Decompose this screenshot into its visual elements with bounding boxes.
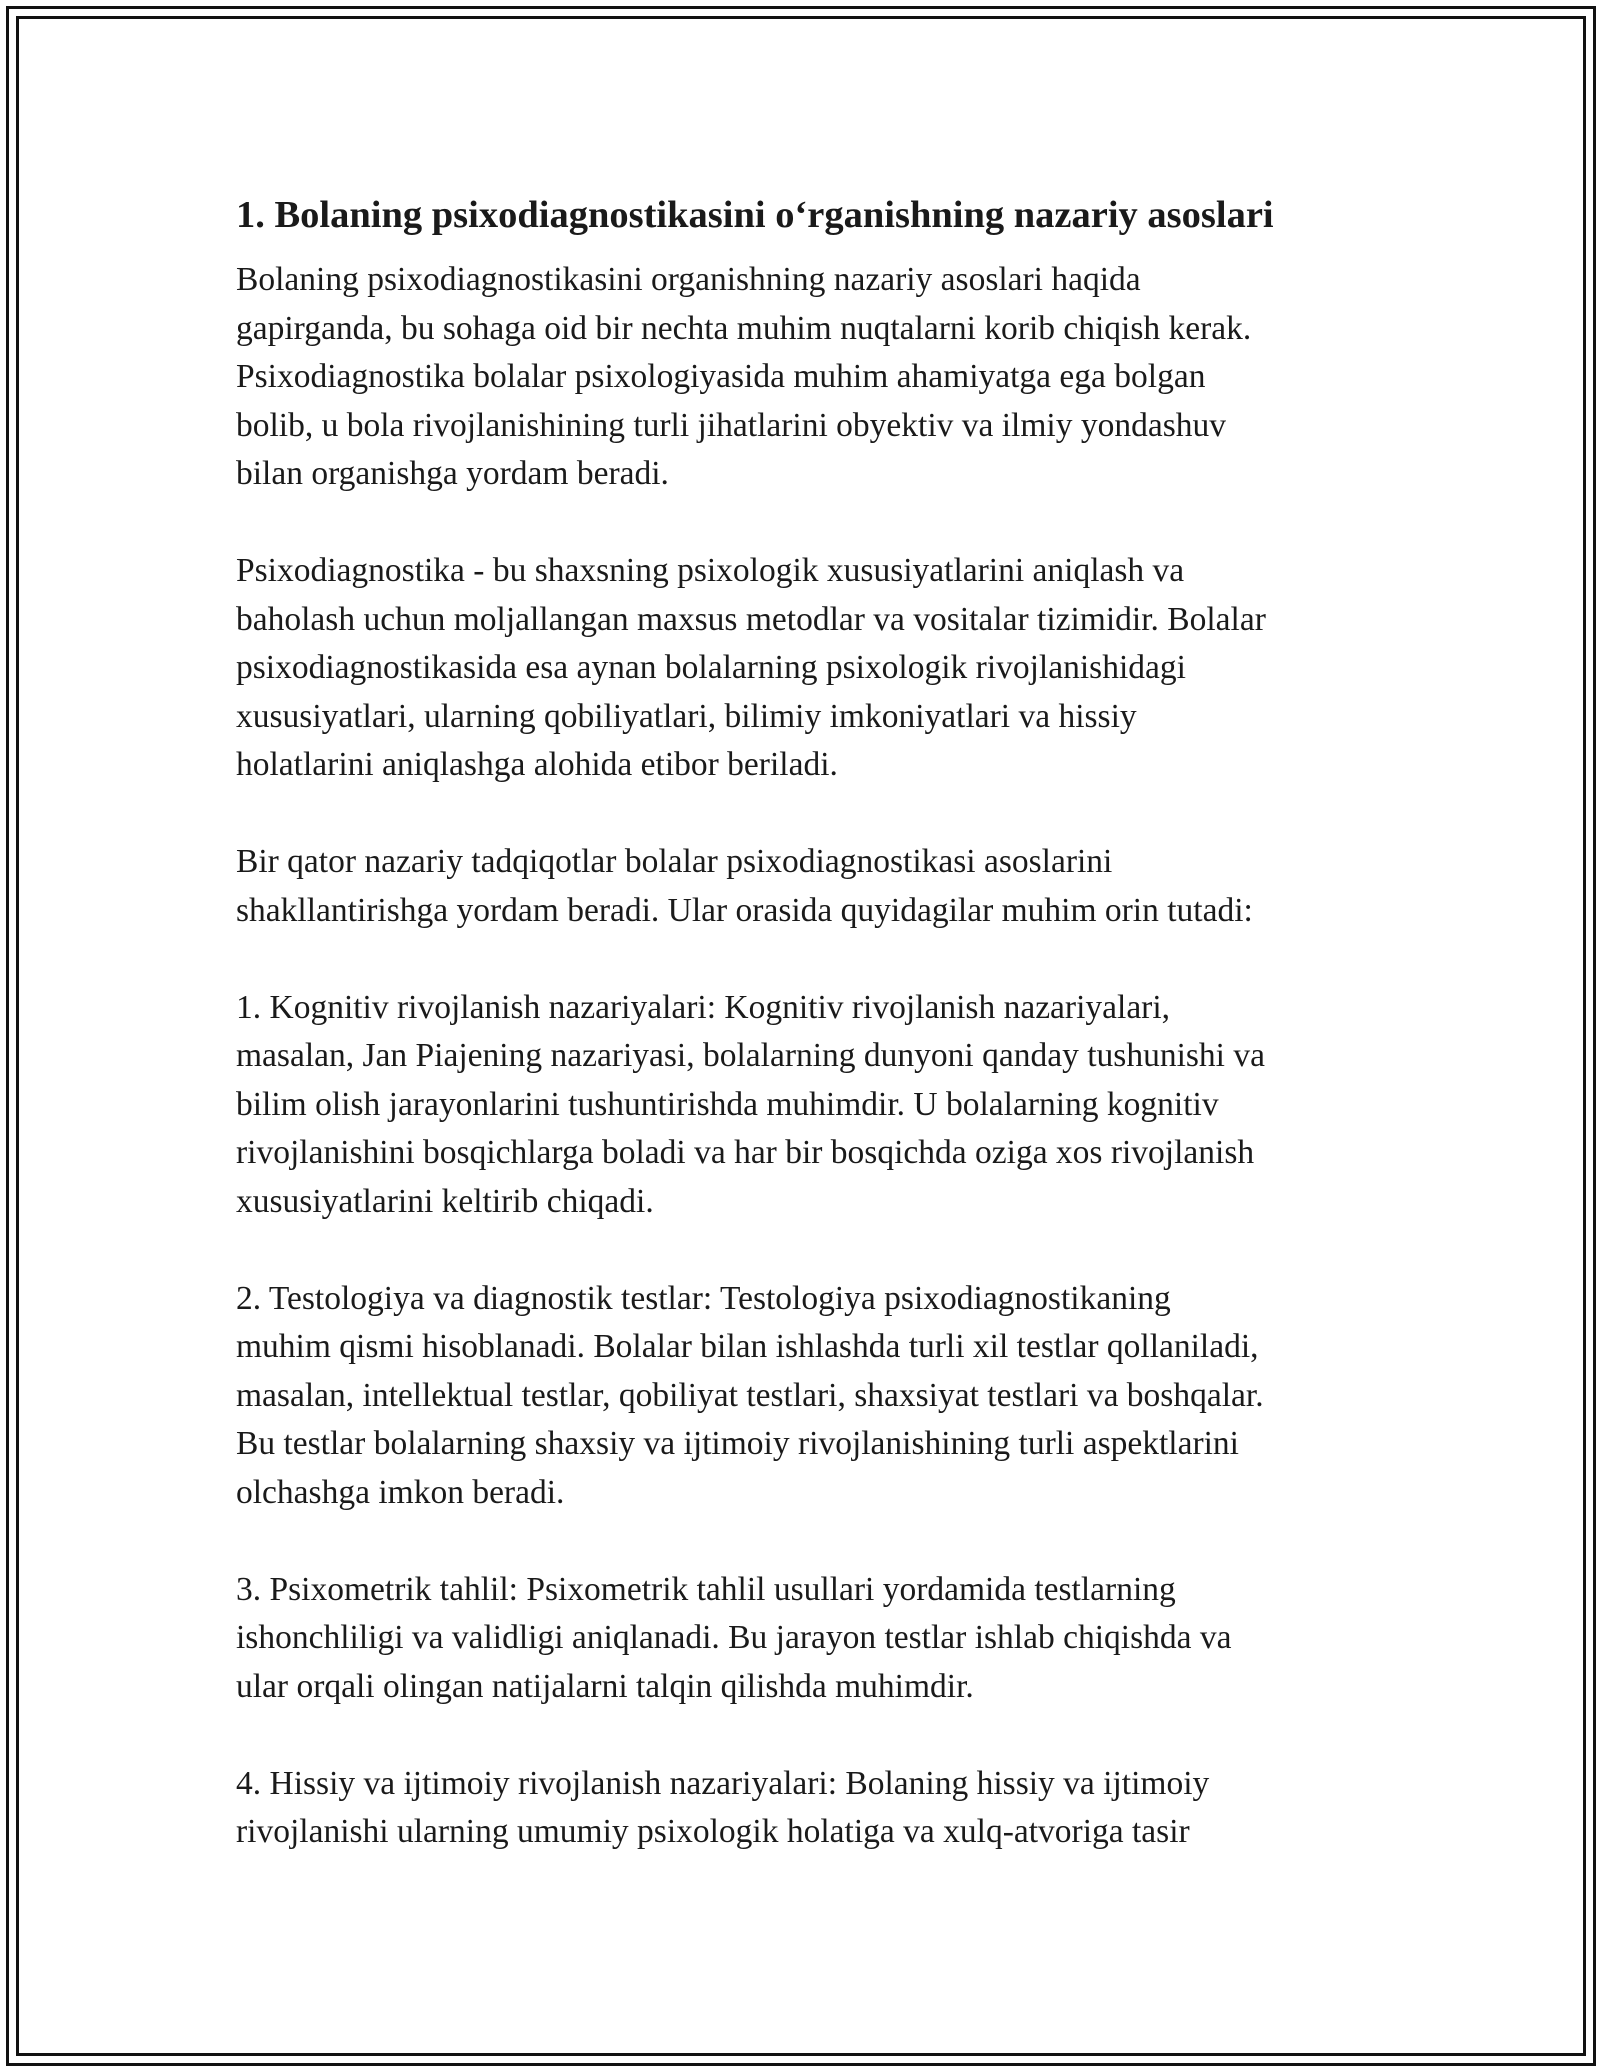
- paragraph-line: shakllantirishga yordam beradi. Ular orasida quyidagilar muhim orin tutadi:: [236, 891, 1253, 929]
- paragraph: [236, 256, 1386, 499]
- paragraph-line: xususiyatlari, ularning qobiliyatlari, bilimiy imkoniyatlari va hissiy: [236, 697, 1137, 735]
- paragraph-line: bilan organishga yordam beradi.: [236, 455, 669, 492]
- paragraph-line: masalan, intellektual testlar, qobiliyat testlari, shaxsiyat testlari va boshqalar.: [236, 1376, 1264, 1414]
- paragraph-line: muhim qismi hisoblanadi. Bolalar bilan ishlashda turli xil testlar qollaniladi,: [236, 1328, 1259, 1365]
- paragraph-line: olchashga imkon beradi.: [236, 1473, 565, 1511]
- document-title: 1. Bolaning psixodiagnostikasini o‘rganishning nazariy asoslari: [236, 194, 1274, 236]
- paragraph: [236, 547, 1386, 790]
- paragraph-line: rivojlanishi ularning umumiy psixologik holatiga va xulq-atvoriga tasir: [236, 1813, 1190, 1850]
- paragraph-line: 4. Hissiy va ijtimoiy rivojlanish nazariyalari: Bolaning hissiy va ijtimoiy: [236, 1764, 1210, 1802]
- paragraph: [236, 1566, 1386, 1712]
- document-body: [236, 190, 1386, 1905]
- paragraph: [236, 838, 1386, 935]
- paragraph-line: Psixodiagnostika bolalar psixologiyasida muhim ahamiyatga ega bolgan: [236, 358, 1206, 395]
- paragraph-line: 3. Psixometrik tahlil: Psixometrik tahlil usullari yordamida testlarning: [236, 1570, 1176, 1608]
- paragraph-line: xususiyatlarini keltirib chiqadi.: [236, 1182, 654, 1220]
- paragraph-line: ishonchliligi va validligi aniqlanadi. Bu jarayon testlar ishlab chiqishda va: [236, 1619, 1232, 1656]
- paragraph-line: bilim olish jarayonlarini tushuntirishda muhimdir. U bolalarning kognitiv: [236, 1085, 1219, 1123]
- paragraph-line: holatlarini aniqlashga alohida etibor beriladi.: [236, 746, 838, 783]
- paragraph-line: baholash uchun moljallangan maxsus metodlar va vositalar tizimidir. Bolalar: [236, 600, 1266, 638]
- paragraph-line: Bolaning psixodiagnostikasini organishning nazariy asoslari haqida: [236, 261, 1141, 298]
- paragraph-line: Bu testlar bolalarning shaxsiy va ijtimoiy rivojlanishining turli aspektlarini: [236, 1425, 1239, 1462]
- paragraph-line: 2. Testologiya va diagnostik testlar: Testologiya psixodiagnostikaning: [236, 1279, 1171, 1317]
- paragraph-line: Bir qator nazariy tadqiqotlar bolalar psixodiagnostikasi asoslarini: [236, 843, 1113, 880]
- paragraph-line: masalan, Jan Piajening nazariyasi, bolalarning dunyoni qanday tushunishi va: [236, 1037, 1265, 1074]
- paragraph-line: bolib, u bola rivojlanishining turli jihatlarini obyektiv va ilmiy yondashuv: [236, 406, 1227, 444]
- paragraph-line: ular orqali olingan natijalarni talqin qilishda muhimdir.: [236, 1667, 974, 1705]
- paragraph-line: Psixodiagnostika - bu shaxsning psixologik xususiyatlarini aniqlash va: [236, 552, 1185, 589]
- paragraph-line: gapirganda, bu sohaga oid bir nechta muhim nuqtalarni korib chiqish kerak.: [236, 309, 1252, 347]
- paragraph-line: rivojlanishini bosqichlarga boladi va har bir bosqichda oziga xos rivojlanish: [236, 1134, 1255, 1171]
- paragraph-line: 1. Kognitiv rivojlanish nazariyalari: Kognitiv rivojlanish nazariyalari,: [236, 988, 1171, 1026]
- paragraph: [236, 1760, 1386, 1857]
- paragraph-line: psixodiagnostikasida esa aynan bolalarning psixologik rivojlanishidagi: [236, 649, 1186, 686]
- paragraph-list: [236, 256, 1386, 1857]
- paragraph: [236, 1275, 1386, 1518]
- paragraph: [236, 984, 1386, 1227]
